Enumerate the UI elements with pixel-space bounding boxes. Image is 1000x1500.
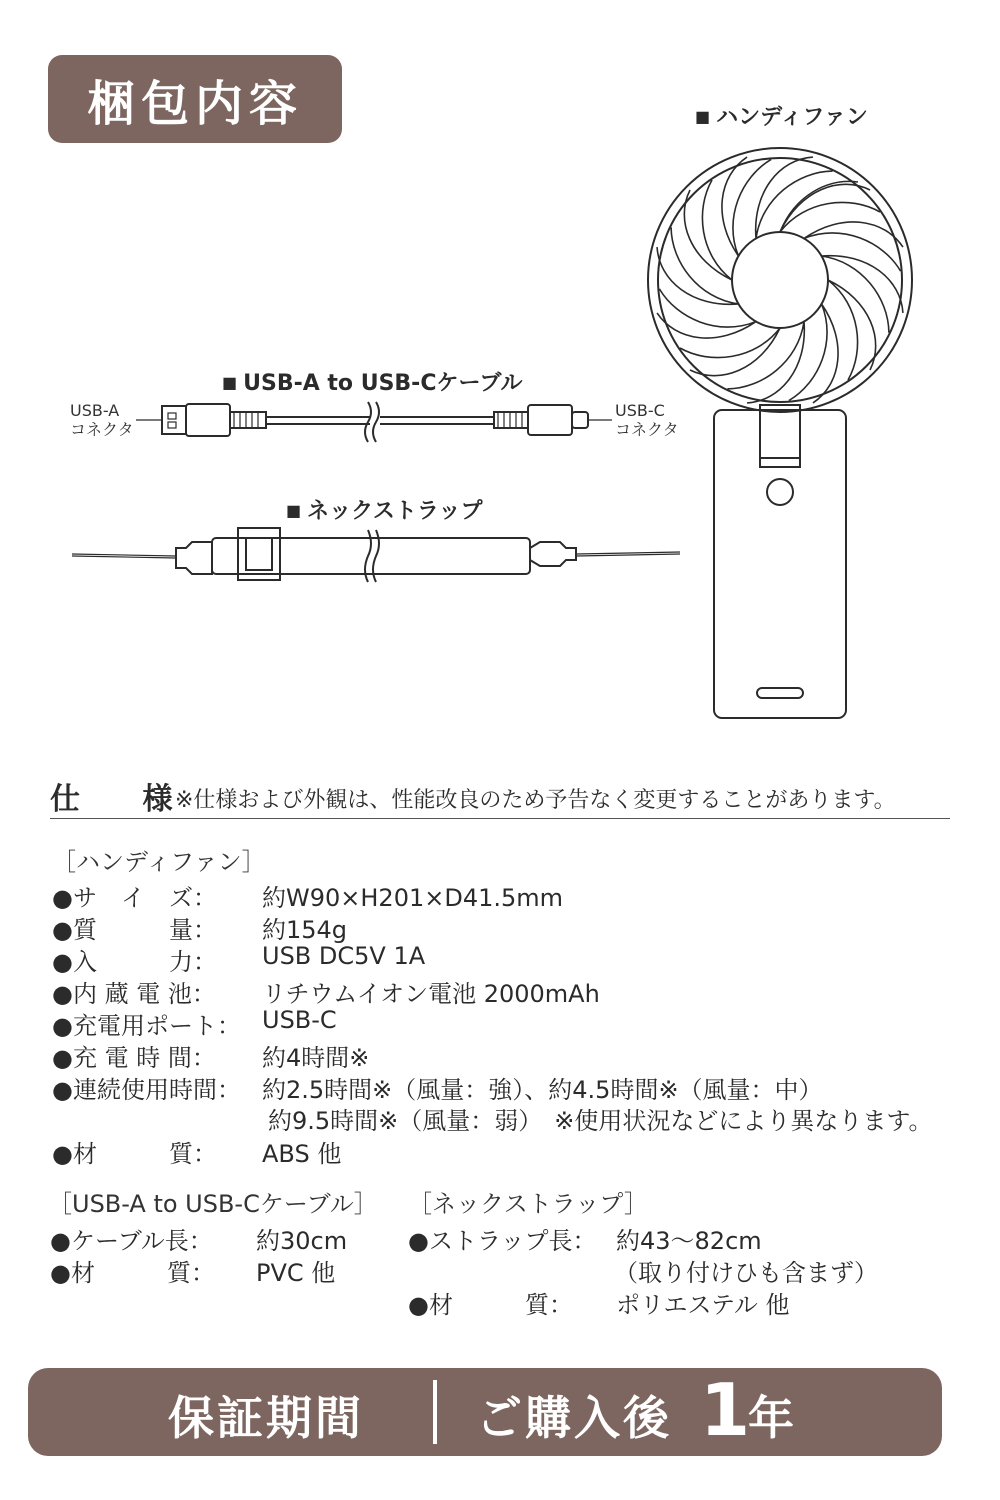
fan-spec-section: ［ハンディファン］	[52, 848, 266, 876]
spec-key: ●充電用ポート：	[52, 1012, 241, 1040]
warranty-banner	[28, 1368, 942, 1456]
spec-key: ●材 質：	[408, 1291, 573, 1319]
spec-value: 約2.5時間※（風量：強）、約4.5時間※（風量：中）	[262, 1076, 823, 1104]
spec-value: ABS 他	[262, 1140, 342, 1168]
spec-value: 約30cm	[256, 1227, 348, 1255]
spec-value: 約4時間※	[262, 1044, 370, 1072]
spec-key: ●連続使用時間：	[52, 1076, 241, 1104]
usb-c-connector-label: USB-C コネクタ	[615, 401, 679, 439]
fan-spec-continuation: 約9.5時間※（風量：弱） ※使用状況などにより異なります。	[268, 1107, 933, 1135]
spec-value: リチウムイオン電池 2000mAh	[262, 980, 600, 1008]
spec-value: 約43〜82cm	[616, 1227, 762, 1255]
spec-key: ●材 質：	[50, 1259, 215, 1287]
usb-cable-illustration	[136, 402, 612, 442]
spec-value: USB DC5V 1A	[262, 942, 426, 970]
spec-key: ●質 量：	[52, 916, 217, 944]
spec-note: ※仕様および外観は、性能改良のため予告なく変更することがあります。	[175, 788, 896, 813]
fan-label: ■ ハンディファン	[695, 100, 868, 131]
warranty-number: 1	[700, 1368, 751, 1452]
spec-value: PVC 他	[256, 1259, 336, 1287]
cable-label: ■ USB-A to USB-Cケーブル	[222, 366, 522, 397]
spec-value: USB-C	[262, 1006, 337, 1034]
package-contents-title: 梱包内容	[86, 75, 303, 132]
strap-spec-section: ［ネックストラップ］	[408, 1190, 648, 1218]
spec-key: ●サ イ ズ：	[52, 884, 217, 912]
spec-value: 約154g	[262, 916, 348, 944]
spec-key: ●ケーブル長：	[50, 1227, 213, 1255]
spec-key: ●入 力：	[52, 948, 217, 976]
usb-a-connector-label: USB-A コネクタ	[70, 401, 134, 439]
handy-fan-illustration	[646, 146, 915, 718]
spec-title: 仕 様	[50, 782, 199, 817]
spec-value: ポリエステル 他	[616, 1291, 790, 1319]
warranty-unit: 年	[748, 1391, 794, 1445]
spec-key: ●材 質：	[52, 1140, 217, 1168]
warranty-divider	[433, 1380, 437, 1444]
strap-spec-continuation: （取り付けひも含まず）	[614, 1259, 878, 1287]
spec-key: ●充 電 時 間：	[52, 1044, 216, 1072]
spec-key: ●ストラップ長：	[408, 1227, 597, 1255]
spec-header	[50, 774, 950, 819]
spec-value: 約W90×H201×D41.5mm	[262, 884, 564, 912]
cable-spec-section: ［USB-A to USB-Cケーブル］	[48, 1190, 378, 1218]
warranty-text: ご購入後	[476, 1391, 672, 1445]
strap-label: ■ ネックストラップ	[286, 494, 482, 525]
warranty-label: 保証期間	[168, 1391, 364, 1445]
spec-key: ●内 蔵 電 池：	[52, 980, 216, 1008]
neck-strap-illustration	[72, 528, 680, 582]
